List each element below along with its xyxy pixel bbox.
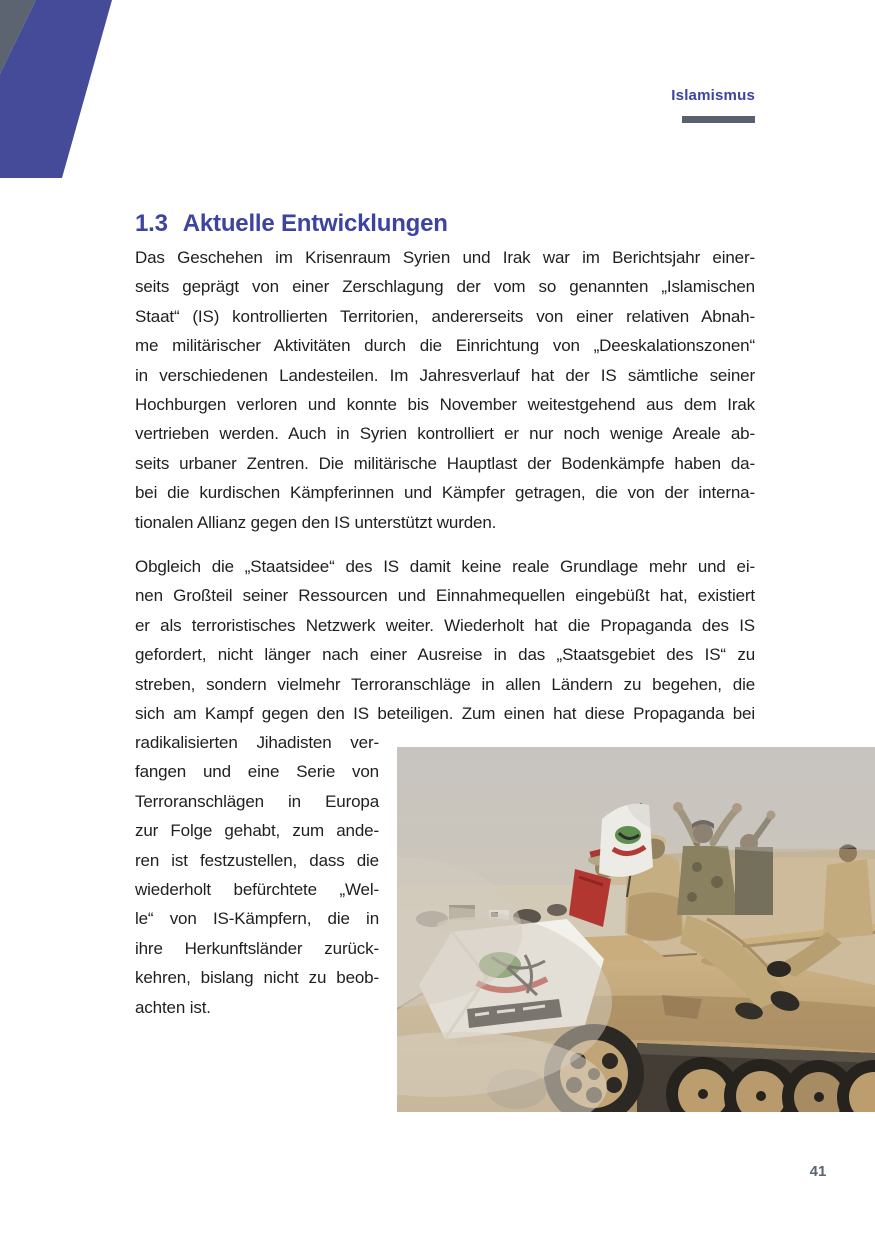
text-line: streben, sondern vielmehr Terroranschläge in allen Ländern zu begehen, die	[135, 674, 755, 694]
text-line: bei die kurdischen Kämpferinnen und Kämpfer getragen, die von der interna-	[135, 483, 755, 503]
section-title: Aktuelle Entwicklungen	[182, 210, 448, 237]
text-line: kehren, bislang nicht zu beob-	[135, 968, 379, 988]
paragraph-1	[135, 243, 755, 537]
text-line: nen Großteil seiner Ressourcen und Einnahmequellen eingebüßt hat, existiert	[135, 586, 755, 606]
text-line: er als terroristisches Netzwerk weiter. Wiederholt hat die Propaganda des IS	[135, 615, 755, 635]
kicker-underline-bar	[682, 116, 755, 123]
chapter-kicker: Islamismus	[671, 87, 755, 104]
text-line: ihre Herkunftsländer zurück-	[135, 938, 379, 958]
text-line: le“ von IS-Kämpfern, die in	[135, 909, 379, 929]
tank-photo-illustration	[397, 747, 875, 1112]
page-number: 41	[809, 1163, 827, 1180]
text-line: Staat“ (IS) kontrollierten Territorien, andererseits von einer relativen Abnah-	[135, 306, 755, 326]
text-line: wiederholt befürchtete „Wel-	[135, 880, 379, 900]
text-line: vertrieben werden. Auch in Syrien kontrolliert er nur noch wenige Areale ab-	[135, 424, 755, 444]
text-line: seits geprägt von einer Zerschlagung der vom so genannten „Islamischen	[135, 277, 755, 297]
text-line: Das Geschehen im Krisenraum Syrien und Irak war im Berichtsjahr einer-	[135, 248, 755, 267]
photo-soldiers-on-tank	[397, 747, 875, 1112]
text-line: ren ist festzustellen, dass die	[135, 850, 379, 870]
text-line: zur Folge gehabt, zum ande-	[135, 821, 379, 841]
text-line: seits urbaner Zentren. Die militärische Hauptlast der Bodenkämpfe haben da-	[135, 453, 755, 473]
text-line: Terroranschlägen in Europa	[135, 791, 379, 811]
text-line: tionalen Allianz gegen den IS unterstützt wurden.	[135, 512, 497, 532]
paragraph-2-wide	[135, 552, 755, 728]
text-line: fangen und eine Serie von	[135, 762, 379, 782]
text-line: sich am Kampf gegen den IS beteiligen. Zum einen hat diese Propaganda bei	[135, 704, 755, 724]
text-line: radikalisierten Jihadisten ver-	[135, 733, 379, 752]
text-line: achten ist.	[135, 997, 211, 1017]
text-line: gefordert, nicht länger nach einer Ausreise in das „Staatsgebiet des IS“ zu	[135, 645, 755, 665]
section-heading	[135, 210, 448, 238]
paragraph-2-narrow	[135, 728, 379, 1022]
text-line: me militärischer Aktivitäten durch die Einrichtung von „Deeskalationszonen“	[135, 336, 755, 356]
text-line: in verschiedenen Landesteilen. Im Jahresverlauf hat der IS sämtliche seiner	[135, 365, 755, 385]
section-number: 1.3	[135, 210, 168, 237]
text-line: Hochburgen verloren und konnte bis November weitestgehend aus dem Irak	[135, 395, 755, 415]
text-line: Obgleich die „Staatsidee“ des IS damit keine reale Grundlage mehr und ei-	[135, 557, 755, 576]
